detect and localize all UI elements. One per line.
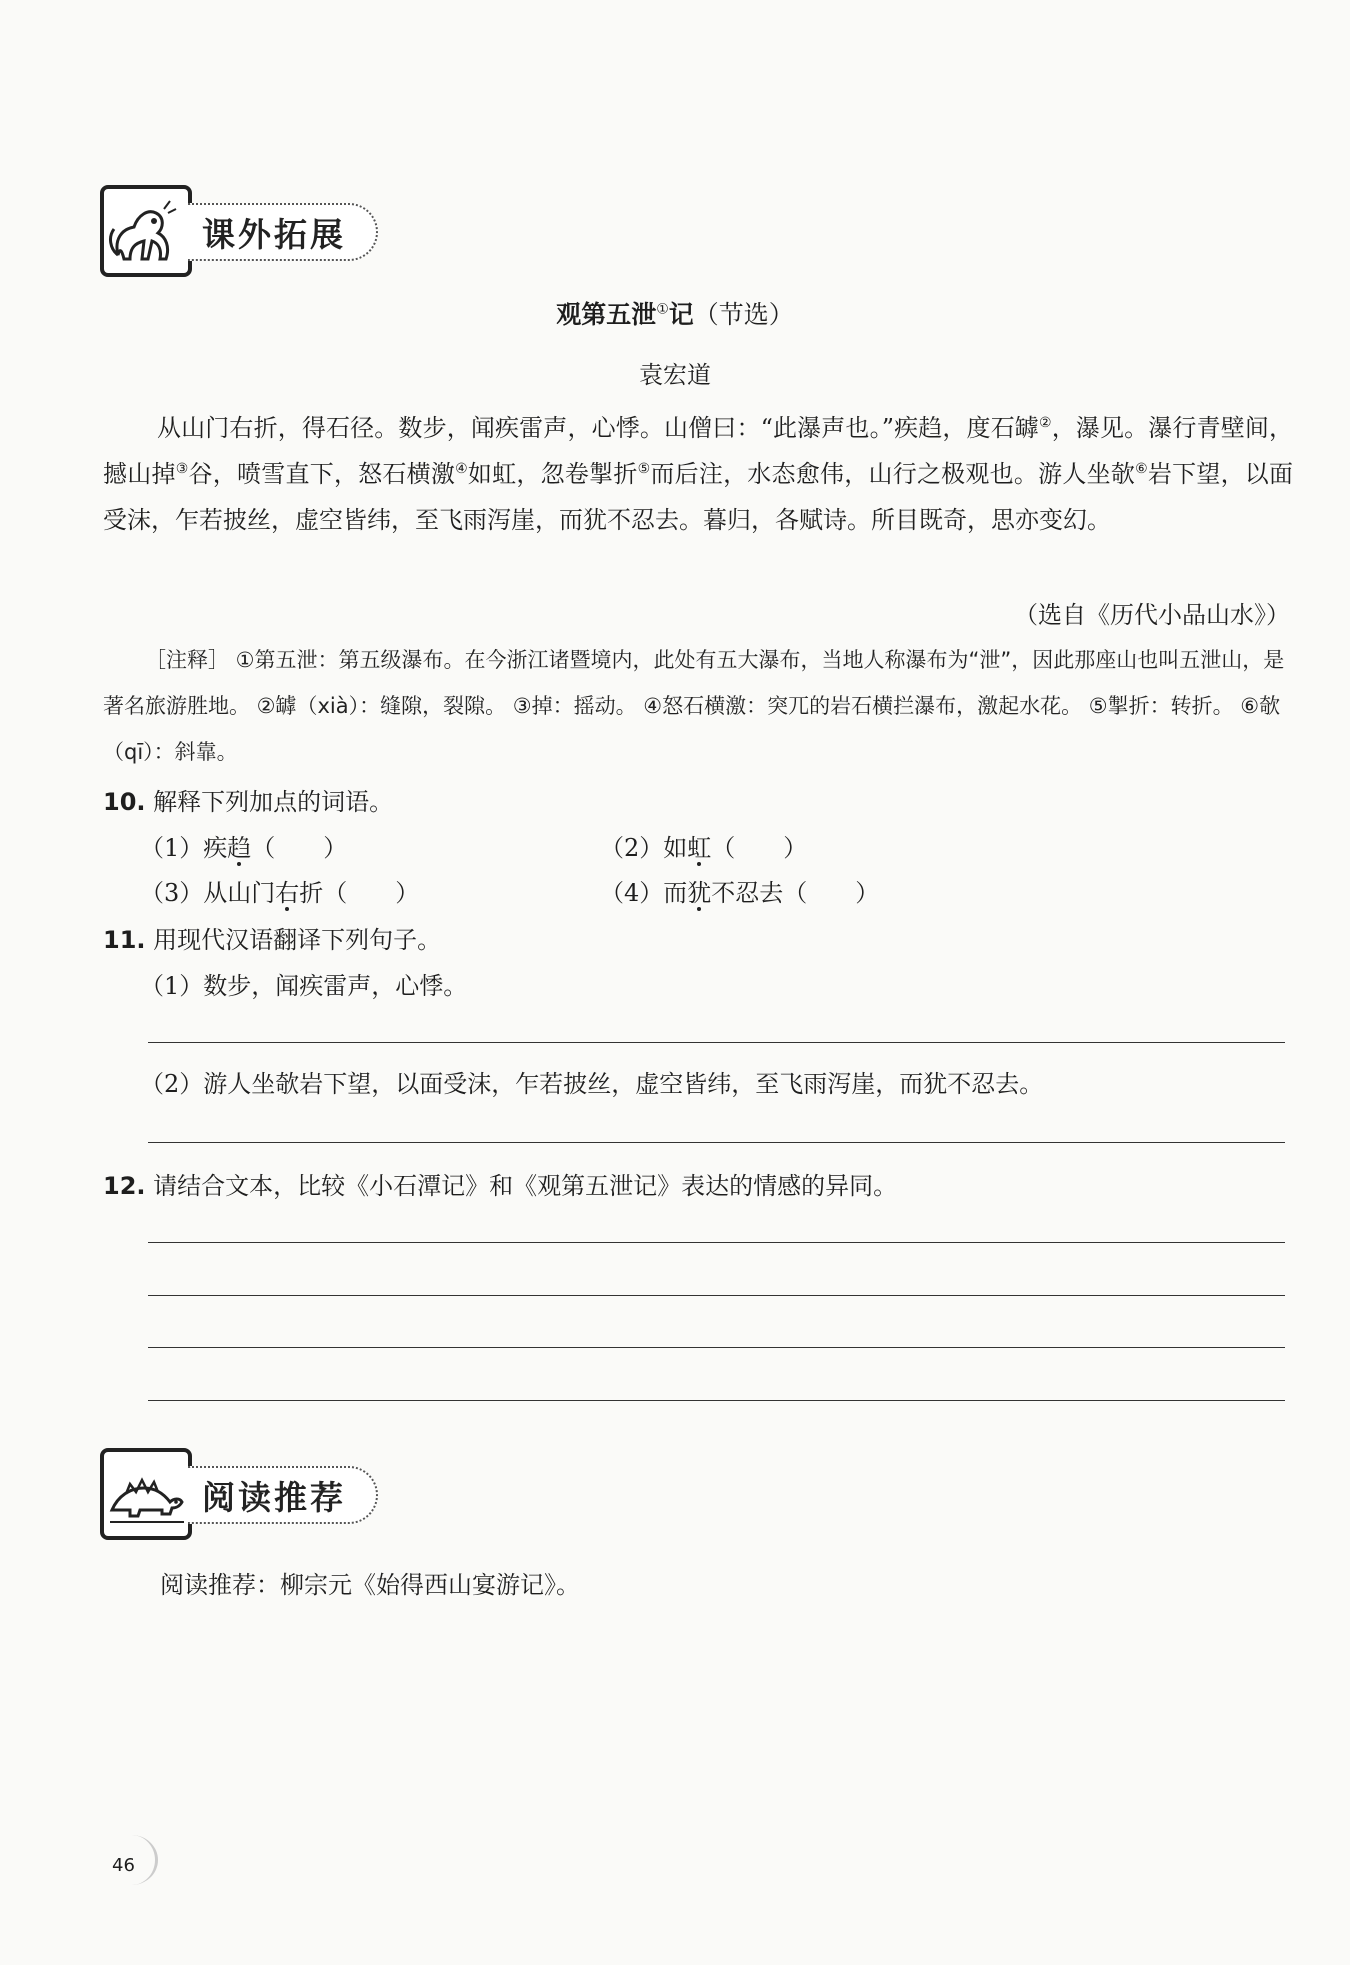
q11-sentence-2: （2）游人坐欹岩下望，以面受沫，乍若披丝，虚空皆纬，至飞雨泻崖，而犹不忍去。 — [140, 1070, 1044, 1098]
section-header-reading — [100, 1448, 390, 1544]
q10-item-2: （2）如虹（ ） — [600, 834, 808, 862]
article-notes: ［注释］ ①第五泄：第五级瀑布。在今浙江诸暨境内，此处有五大瀑布，当地人称瀑布为“泄”，因此那座山也叫五泄山，是著名旅游胜地。 ②罅（xià）：缝隙，裂隙。 ③掉：摇动。 ④怒石横激：突兀的岩石横拦瀑布，激起水花。 ⑤掣折：转折。 ⑥欹（qī）：斜靠。 — [103, 648, 1285, 764]
section-header-extension — [100, 185, 390, 281]
section-title: 阅读推荐 — [202, 1478, 346, 1517]
answer-line[interactable] — [148, 1400, 1285, 1401]
question-12: 12. 请结合文本，比较《小石潭记》和《观第五泄记》表达的情感的异同。 — [103, 1172, 898, 1200]
answer-line[interactable] — [148, 1295, 1285, 1296]
q11-sentence-1: （1）数步，闻疾雷声，心悸。 — [140, 972, 468, 1000]
answer-blank[interactable]: （ ） — [323, 879, 420, 907]
q10-item-3: （3）从山门右折（ ） — [140, 879, 420, 907]
answer-line[interactable] — [148, 1142, 1285, 1143]
monkey-icon — [100, 185, 192, 277]
dinosaur-icon — [100, 1448, 192, 1540]
q10-item-1: （1）疾趋（ ） — [140, 834, 348, 862]
article-title: 观第五泄①记（节选） — [556, 300, 794, 329]
answer-line[interactable] — [148, 1242, 1285, 1243]
answer-blank[interactable]: （ ） — [711, 834, 808, 862]
article-paragraph: 从山门右折，得石径。数步，闻疾雷声，心悸。山僧曰：“此瀑声也。”疾趋，度石罅②，瀑见。瀑行青壁间，撼山掉③谷，喷雪直下，怒石横激④如虹，忽卷掣折⑤而后注，水态愈伟，山行之极观也。游人坐欹⑥岩下望，以面受沫，乍若披丝，虚空皆纬，至飞雨泻崖，而犹不忍去。暮归，各赋诗。所目既奇，思亦变幻。 — [103, 414, 1294, 534]
section-title: 课外拓展 — [202, 215, 346, 254]
answer-blank[interactable]: （ ） — [251, 834, 348, 862]
answer-line[interactable] — [148, 1042, 1285, 1043]
answer-line[interactable] — [148, 1347, 1285, 1348]
question-11: 11. 用现代汉语翻译下列句子。 — [103, 926, 442, 954]
question-10: 10. 解释下列加点的词语。 — [103, 788, 394, 816]
page-number: 46 — [112, 1855, 135, 1876]
answer-blank[interactable]: （ ） — [783, 879, 880, 907]
q10-item-4: （4）而犹不忍去（ ） — [600, 879, 880, 907]
article-source: （选自《历代小品山水》） — [1014, 601, 1290, 629]
article-author: 袁宏道 — [639, 361, 711, 389]
reading-recommendation: 阅读推荐：柳宗元《始得西山宴游记》。 — [160, 1571, 580, 1599]
